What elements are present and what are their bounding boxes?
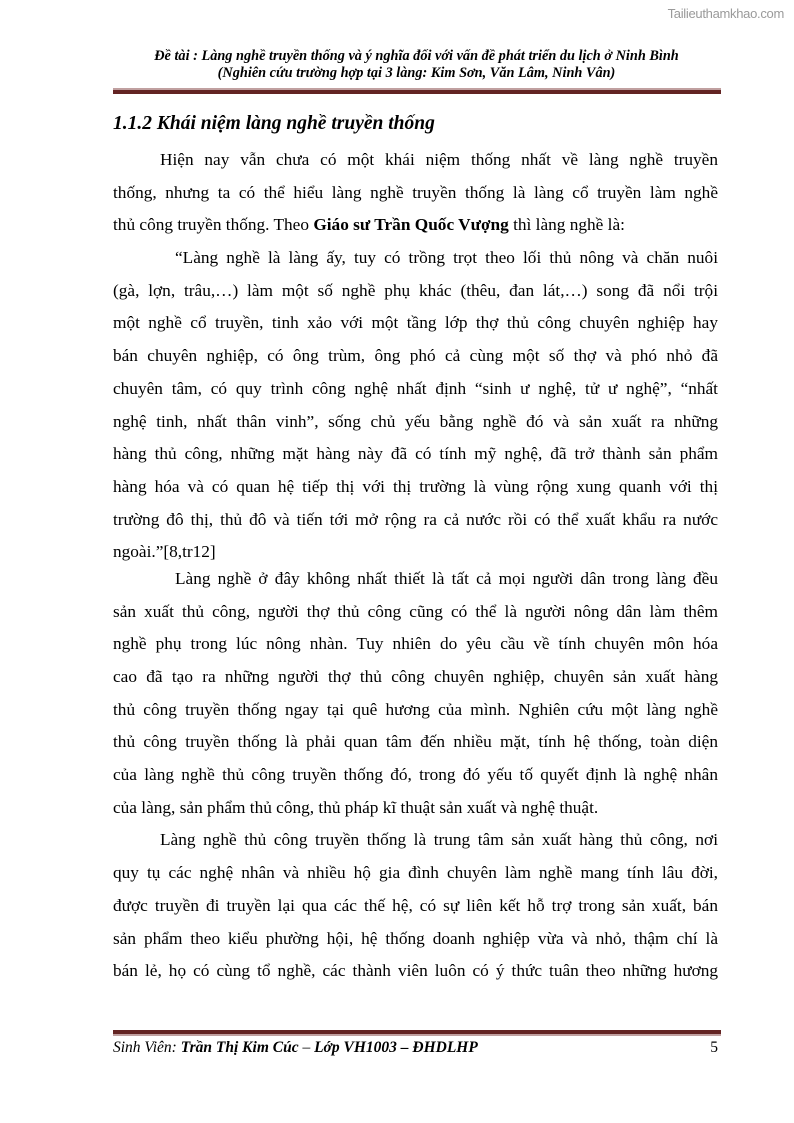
footer-divider (113, 1030, 721, 1036)
text-line: trường đô thị, thủ đô và tiến tới mở rộng ra cả nước rồi có thể xuất khẩu ra nước (113, 509, 718, 529)
text-line: nghệ tinh, nhất thân vinh”, sống chủ yếu bằng nghề đó và sản xuất ra những (113, 411, 718, 431)
footer-separator: – (298, 1039, 315, 1056)
student-name: Trần Thị Kim Cúc (180, 1039, 299, 1056)
text-line: của làng, sản phẩm thủ công, thủ pháp kĩ thuật sản xuất và nghệ thuật. (113, 797, 599, 817)
text-line: cao đã tạo ra những người thợ thủ công chuyên nghiệp, chuyên sản xuất hàng (113, 667, 718, 686)
author-name-bold: Giáo sư Trần Quốc Vượng (313, 215, 509, 235)
text-segment: thủ công truyền thống. Theo (113, 215, 314, 235)
page-number: 5 (710, 1039, 718, 1056)
text-line: thống, nhưng ta có thể hiểu làng nghề truyền thống là làng cổ truyền làm nghề (113, 182, 718, 202)
header-subtitle: (Nghiên cứu trường hợp tại 3 làng: Kim Sơn, Văn Lâm, Ninh Vân) (217, 65, 616, 81)
text-line: hàng thủ công, những mặt hàng này đã có tính mỹ nghệ, đã trở thành sản phẩm (113, 444, 718, 464)
text-line: nghề phụ trong lúc nông nhàn. Tuy nhiên do yêu cầu về tính chuyên môn hóa (113, 634, 718, 654)
text-line: sản xuất thủ công, người thợ thủ công cũng có thể là người nông dân làm thêm (113, 601, 718, 621)
text-line: bán chuyên nghiệp, có ông trùm, ông phó cả cùng một số thợ và phó nhỏ đã (113, 346, 718, 366)
text-line: được truyền đi truyền lại qua các thế hệ, có sự liên kết hỗ trợ trong sản xuất, bán (113, 895, 718, 915)
text-line: (gà, lợn, trâu,…) làm một số nghề phụ khác (thêu, đan lát,…) song đã nổi trội (113, 280, 718, 300)
page-footer (113, 1039, 718, 1057)
paragraph (113, 824, 718, 987)
text-line: Hiện nay vẫn chưa có một khái niệm thống nhất về làng nghề truyền (160, 150, 718, 169)
page-header (113, 48, 720, 82)
class-info: Lớp VH1003 – ĐHDLHP (314, 1039, 478, 1056)
text-line: quy tụ các nghệ nhân và nhiều hộ gia đình chuyên làm nghề mang tính lâu đời, (113, 863, 718, 883)
footer-label: Sinh Viên: (113, 1039, 181, 1056)
text-line: Làng nghề thủ công truyền thống là trung tâm sản xuất hàng thủ công, nơi (160, 830, 718, 850)
text-line: hàng hóa và có quan hệ tiếp thị với thị trường là vùng rộng xung quanh với thị (113, 476, 718, 496)
text-line: ngoài.”[8,tr12] (113, 542, 216, 562)
text-line: thủ công truyền thống ngay tại quê hương của mình. Nghiên cứu một làng nghề (113, 699, 718, 719)
text-line: chuyên tâm, có quy trình công nghệ nhất định “sinh ư nghệ, tử ư nghệ”, “nhất (113, 378, 718, 398)
text-line: bán lẻ, họ có cùng tổ nghề, các thành viên luôn có ý thức tuân theo những hương (113, 961, 718, 981)
header-title: Đề tài : Làng nghề truyền thống và ý nghĩa đối với vấn đề phát triển du lịch ở Ninh Bình (154, 48, 679, 64)
section-heading: 1.1.2 Khái niệm làng nghề truyền thống (113, 113, 435, 134)
header-divider (113, 88, 721, 94)
paragraph (113, 144, 718, 242)
watermark: Tailieuthamkhao.com (667, 6, 784, 21)
quote-paragraph (113, 242, 718, 569)
text-line: sản phẩm theo kiểu phường hội, hệ thống doanh nghiệp vừa và nhỏ, thậm chí là (113, 928, 718, 948)
text-line: Làng nghề ở đây không nhất thiết là tất cả mọi người dân trong làng đều (175, 568, 718, 588)
text-line: một nghề cổ truyền, tinh xảo với một tầng lớp thợ thủ công chuyên nghiệp hay (113, 313, 718, 333)
paragraph (113, 563, 718, 825)
document-body (113, 144, 718, 988)
text-line: của làng nghề thủ công truyền thống đó, trong đó yếu tố quyết định là nghệ nhân (113, 765, 718, 785)
text-segment: thì làng nghề là: (508, 215, 625, 235)
text-line: thủ công truyền thống là phải quan tâm đến nhiều mặt, tính hệ thống, toàn diện (113, 732, 718, 752)
text-line (113, 209, 718, 242)
text-line: “Làng nghề là làng ấy, tuy có trồng trọt theo lối thủ nông và chăn nuôi (175, 248, 718, 268)
